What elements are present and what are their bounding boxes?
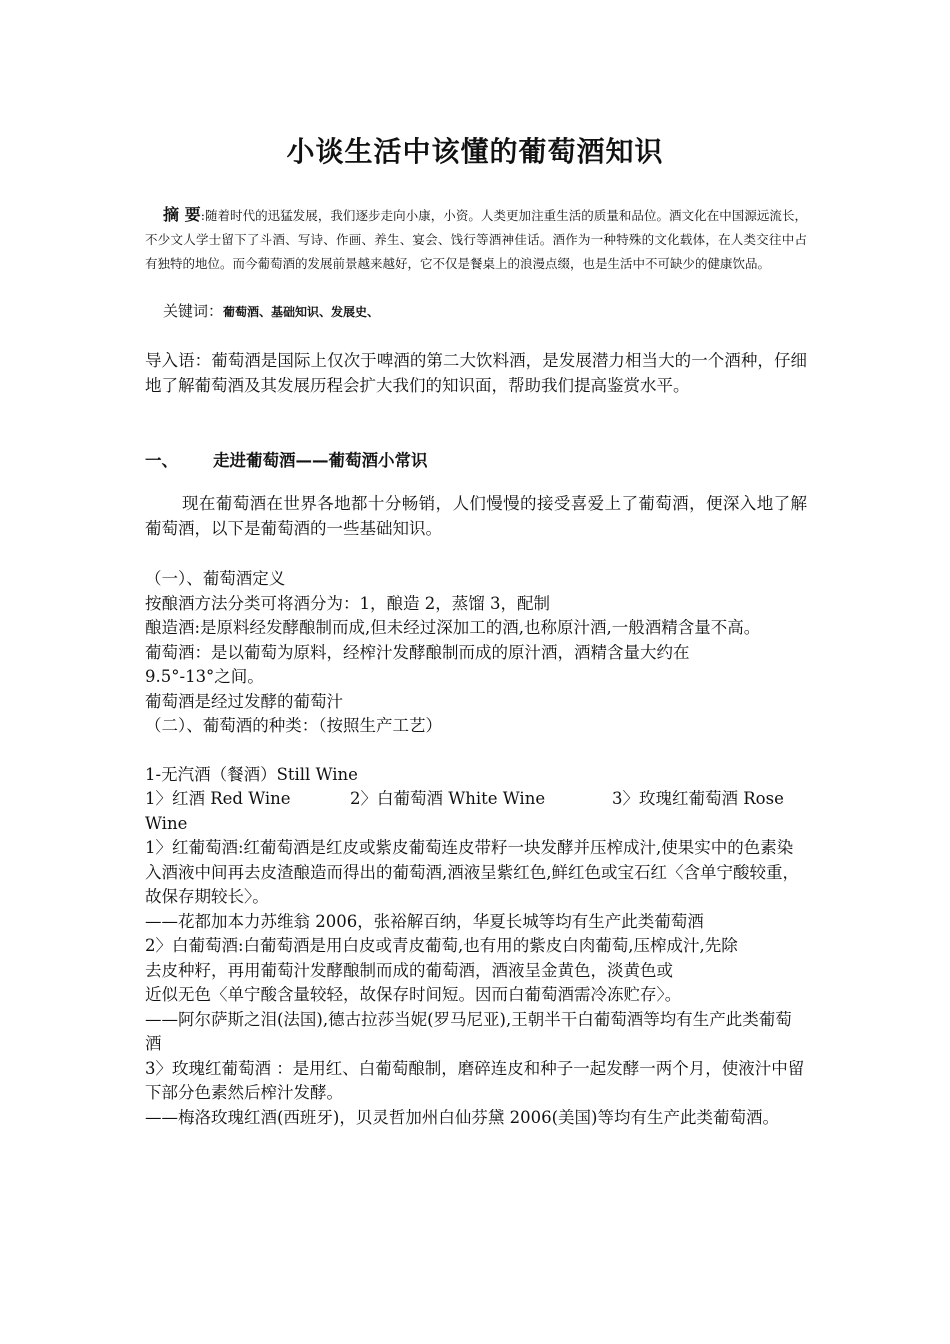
text-line: 酿造酒:是原料经发酵酿制而成,但未经过深加工的酒,也称原汁酒,一般酒精含量不高。	[145, 618, 761, 637]
text-line: ——花都加本力苏维翁 2006，张裕解百纳，华夏长城等均有生产此类葡萄酒	[145, 911, 704, 931]
text-line: 1-无汽酒（餐酒）Still Wine	[145, 764, 358, 784]
subheading-types: （二）、葡萄酒的种类：（按照生产工艺）	[145, 716, 442, 735]
abstract-label: 摘 要	[163, 205, 201, 224]
wine-type-rose: 3〉玫瑰红葡萄酒 Rose	[612, 789, 784, 808]
keywords-value: 葡萄酒、基础知识、发展史、	[223, 305, 380, 319]
text-line: 去皮种籽，再用葡萄汁发酵酿制而成的葡萄酒，酒液呈金黄色，淡黄色或	[145, 960, 673, 980]
abstract-paragraph	[145, 203, 807, 276]
wine-type-red: 1〉红酒 Red Wine	[145, 789, 291, 808]
document-title: 小谈生活中该懂的葡萄酒知识	[286, 135, 664, 168]
keywords-label: 关键词：	[163, 302, 224, 320]
subheading-definition: （一）、葡萄酒定义	[145, 569, 286, 588]
text-paragraph: ——梅洛玫瑰红酒(西班牙)，贝灵哲加州白仙芬黛 2006(美国)等均有生产此类葡萄酒。	[145, 1107, 779, 1127]
intro-paragraph: 导入语：葡萄酒是国际上仅次于啤酒的第二大饮料酒，是发展潜力相当大的一个酒种，仔细地了解葡萄酒及其发展历程会扩大我们的知识面，帮助我们提高鉴赏水平。	[145, 351, 807, 395]
keywords-line	[163, 300, 379, 321]
abstract-text: :随着时代的迅猛发展，我们逐步走向小康，小资。人类更加注重生活的质量和品位。酒文化在中国源远流长，不少文人学士留下了斗酒、写诗、作画、养生、宴会、饯行等酒神佳话。酒作为一种特殊的文化载体，在人类交往中占有独特的地位。而今葡萄酒的发展前景越来越好，它不仅是餐桌上的浪漫点缀，也是生活中不可缺少的健康饮品。	[145, 208, 807, 271]
text-line: Wine	[145, 813, 188, 833]
text-paragraph: ——阿尔萨斯之泪(法国),德古拉莎当妮(罗马尼亚),王朝半干白葡萄酒等均有生产此类葡萄酒	[145, 1009, 792, 1053]
text-line: 9.5°-13°之间。	[145, 667, 264, 686]
text-line: 葡萄酒是经过发酵的葡萄汁	[145, 691, 343, 711]
text-line: 近似无色〈单宁酸含量较轻，故保存时间短。因而白葡萄酒需冷冻贮存〉。	[145, 985, 682, 1004]
text-line: 葡萄酒：是以葡萄为原料，经榨汁发酵酿制而成的原汁酒，酒精含量大约在	[145, 642, 690, 662]
section-number: 一、	[145, 451, 178, 470]
wine-types-row	[145, 787, 807, 812]
text-line: 按酿酒方法分类可将酒分为：1，酿造 2，蒸馏 3，配制	[145, 593, 550, 613]
section-intro-paragraph: 现在葡萄酒在世界各地都十分畅销，人们慢慢的接受喜爱上了葡萄酒，便深入地了解葡萄酒，以下是葡萄酒的一些基础知识。	[145, 494, 807, 538]
wine-type-white: 2〉白葡萄酒 White Wine	[350, 789, 546, 808]
content-lines	[145, 567, 807, 1130]
section-title: 走进葡萄酒——葡萄酒小常识	[213, 451, 428, 470]
text-paragraph: 2〉白葡萄酒:白葡萄酒是用白皮或青皮葡萄,也有用的紫皮白肉葡萄,压榨成汁,先除	[145, 936, 738, 955]
text-paragraph: 1〉红葡萄酒:红葡萄酒是红皮或紫皮葡萄连皮带籽一块发酵并压榨成汁,使果实中的色素染入酒液中间再去皮渣酿造而得出的葡萄酒,酒液呈紫红色,鲜红色或宝石红〈含单宁酸较重，故保存期较长〉。	[145, 838, 799, 906]
text-paragraph: 3〉玫瑰红葡萄酒 ：是用红、白葡萄酿制，磨碎连皮和种子一起发酵一两个月，使液汁中留下部分色素然后榨汁发酵。	[145, 1058, 805, 1102]
section-heading	[145, 447, 428, 471]
